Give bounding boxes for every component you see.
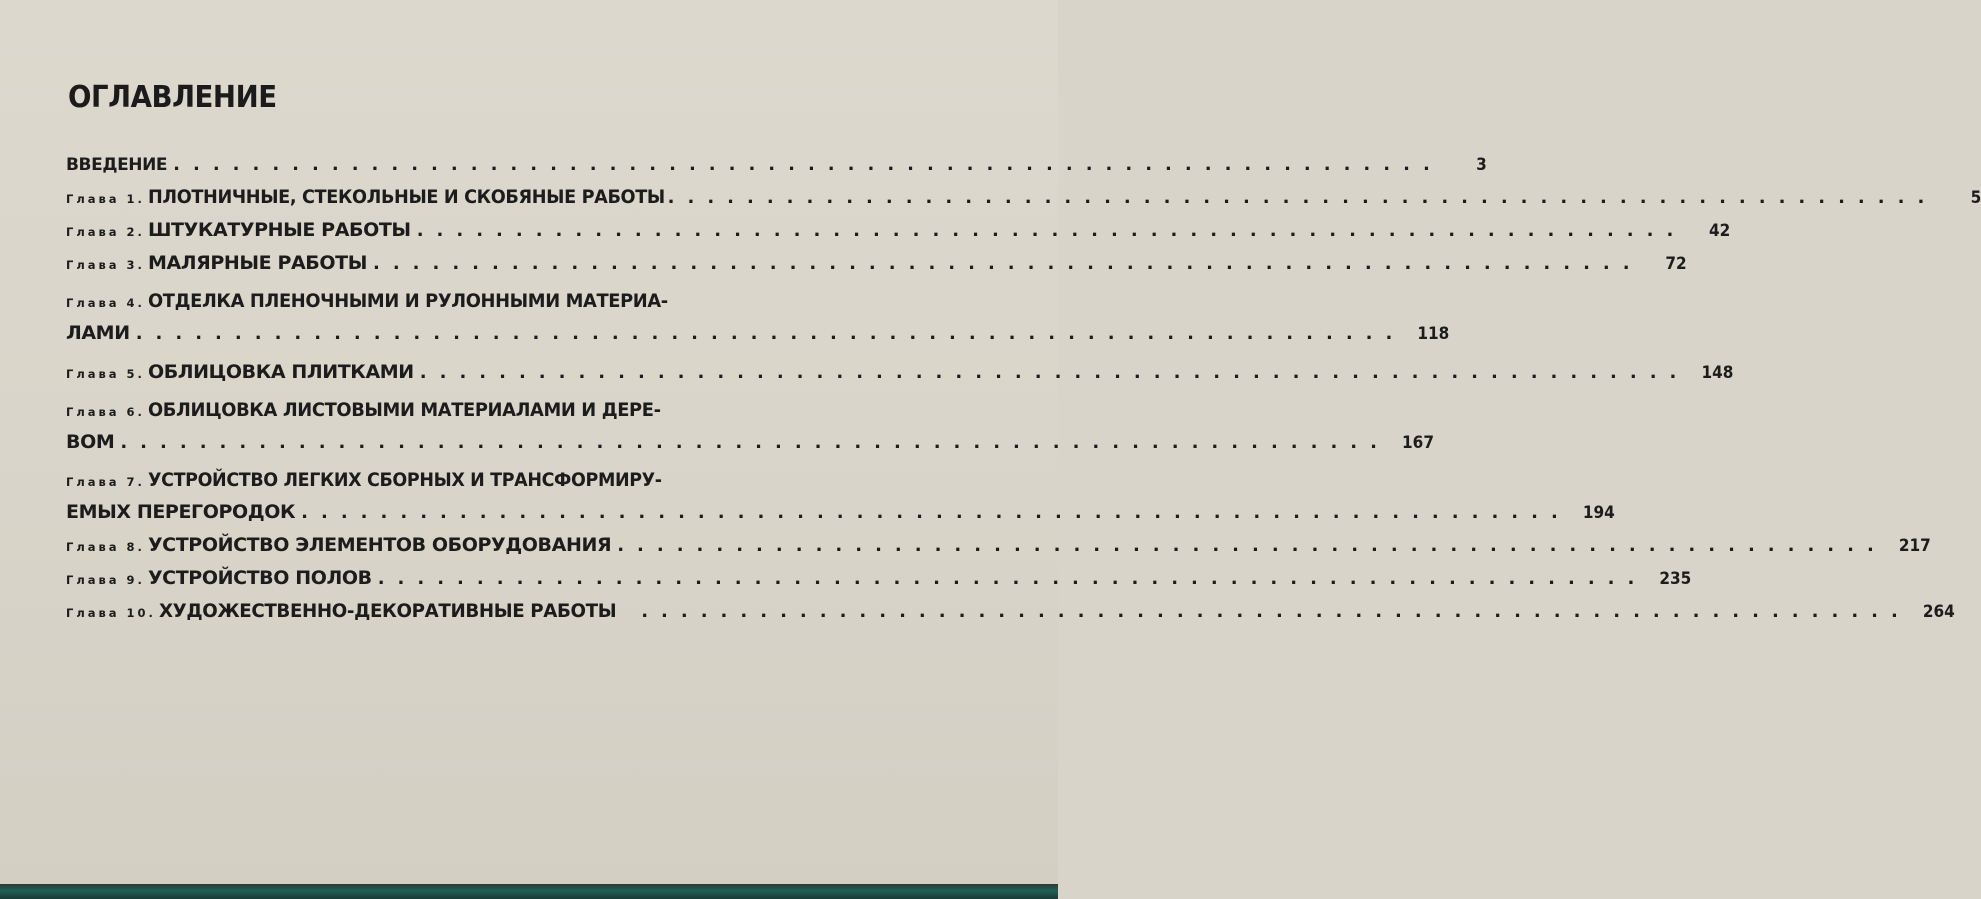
page-title: ОГЛАВЛЕНИЕ — [68, 80, 277, 115]
toc-entry-page: 264 — [1922, 602, 1955, 622]
chapter-label: Глава 7. — [66, 475, 145, 489]
toc-entry-chapter-1 — [66, 181, 1981, 214]
toc-entry-page: 167 — [1402, 433, 1434, 453]
toc-entry-title: ПЛОТНИЧНЫЕ, СТЕКОЛЬНЫЕ И СКОБЯНЫЕ РАБОТЫ — [147, 186, 665, 208]
toc-entry-title-line-1: ОТДЕЛКА ПЛЕНОЧНЫМИ И РУЛОННЫМИ МАТЕРИА- — [147, 290, 668, 312]
toc-entry-chapter-2 — [66, 214, 1731, 247]
chapter-label: Глава 10. — [66, 606, 156, 620]
table-of-contents — [66, 148, 1981, 628]
toc-entry-title: ВВЕДЕНИЕ — [66, 155, 168, 175]
dot-leader: ................................................................ — [667, 187, 1938, 208]
toc-entry-page: 72 — [1665, 254, 1687, 274]
toc-entry-page: 194 — [1582, 503, 1615, 523]
chapter-label: Глава 9. — [66, 573, 145, 587]
toc-entry-chapter-7 — [66, 465, 1615, 529]
toc-entry-title-line-2: ВОМ — [66, 431, 115, 453]
dot-leader: ................................................................ — [641, 601, 1911, 622]
toc-entry-chapter-4 — [66, 286, 1450, 350]
toc-entry-page: 235 — [1659, 569, 1692, 589]
toc-entry-title-line-2: ЛАМИ — [66, 322, 130, 344]
toc-entry-page: 5 — [1970, 188, 1981, 208]
toc-entry-page: 148 — [1701, 363, 1734, 383]
bottom-edge-strip — [0, 884, 1058, 899]
toc-entry-title: УСТРОЙСТВО ПОЛОВ — [147, 567, 372, 589]
chapter-label: Глава 6. — [66, 405, 145, 419]
toc-entry-title-line-1: ОБЛИЦОВКА ЛИСТОВЫМИ МАТЕРИАЛАМИ И ДЕРЕ- — [147, 399, 661, 421]
chapter-label: Глава 8. — [66, 540, 145, 554]
toc-entry-page: 3 — [1476, 155, 1487, 175]
toc-entry-introduction — [66, 148, 1487, 181]
dot-leader: ................................................................ — [173, 154, 1443, 175]
toc-entry-chapter-5 — [66, 356, 1734, 389]
chapter-label: Глава 4. — [66, 296, 145, 310]
toc-entry-chapter-10 — [66, 595, 1955, 628]
dot-leader: ................................................................ — [416, 220, 1687, 241]
toc-entry-chapter-3 — [66, 247, 1687, 280]
toc-entry-chapter-6 — [66, 395, 1434, 459]
dot-leader: ................................................................ — [419, 362, 1690, 383]
toc-entry-title-line-2: ЕМЫХ ПЕРЕГОРОДОК — [66, 501, 296, 523]
dot-leader: ................................................................ — [372, 253, 1643, 274]
chapter-label: Глава 1. — [66, 192, 145, 206]
chapter-label: Глава 3. — [66, 258, 145, 272]
toc-entry-title: МАЛЯРНЫЕ РАБОТЫ — [147, 252, 367, 274]
toc-entry-title: ОБЛИЦОВКА ПЛИТКАМИ — [147, 361, 414, 383]
toc-entry-page: 118 — [1417, 324, 1450, 344]
toc-entry-title: ХУДОЖЕСТВЕННО-ДЕКОРАТИВНЫЕ РАБОТЫ — [158, 600, 617, 622]
dot-leader: ................................................................ — [377, 568, 1648, 589]
chapter-label: Глава 5. — [66, 367, 145, 381]
toc-entry-chapter-8 — [66, 529, 1931, 562]
toc-entry-title-line-1: УСТРОЙСТВО ЛЕГКИХ СБОРНЫХ И ТРАНСФОРМИРУ- — [147, 469, 662, 491]
dot-leader: ................................................................ — [617, 535, 1887, 556]
toc-entry-page: 42 — [1709, 221, 1731, 241]
dot-leader: ................................................................ — [301, 502, 1571, 523]
toc-entry-title: ШТУКАТУРНЫЕ РАБОТЫ — [147, 219, 411, 241]
chapter-label: Глава 2. — [66, 225, 145, 239]
toc-entry-title: УСТРОЙСТВО ЭЛЕМЕНТОВ ОБОРУДОВАНИЯ — [147, 534, 612, 556]
dot-leader: ................................................................ — [120, 432, 1390, 453]
dot-leader: ................................................................ — [135, 323, 1406, 344]
toc-entry-chapter-9 — [66, 562, 1692, 595]
toc-entry-page: 217 — [1898, 536, 1931, 556]
